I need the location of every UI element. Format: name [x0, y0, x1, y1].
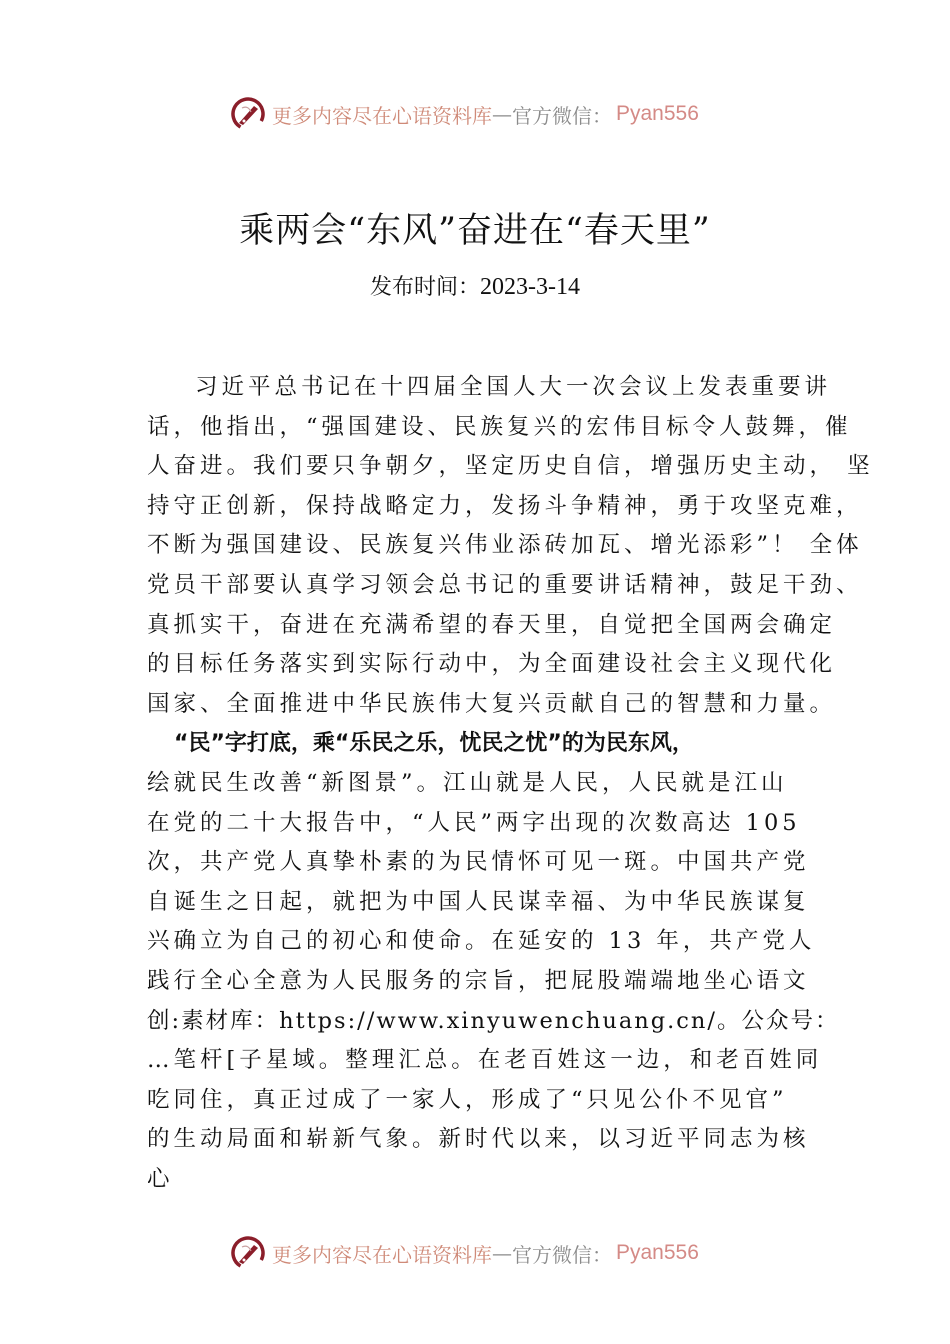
banner-dash: — [492, 102, 512, 126]
footer-watermark-banner [230, 1233, 730, 1273]
wechat-id: Pyan556 [616, 102, 699, 125]
brand-text: 更多内容尽在心语资料库 [272, 1242, 492, 1267]
paragraph-line: 次，共产党人真挚朴素的为民情怀可见一斑。中国共产党 [147, 849, 810, 876]
wechat-id: Pyan556 [616, 1241, 699, 1264]
brand-text: 更多内容尽在心语资料库 [272, 103, 492, 128]
pen-nib-logo-icon [230, 96, 266, 132]
paragraph-line: 兴确立为自己的初心和使命。在延安的 13 年，共产党人 [147, 928, 816, 955]
publish-date-value: 2023-3-14 [480, 274, 580, 300]
paragraph-line: 真抓实干，奋进在充满希望的春天里，自觉把全国两会确定 [147, 611, 837, 638]
banner-dash: — [492, 1241, 512, 1265]
paragraph-line: 绘就民生改善“新图景”。江山就是人民，人民就是江山 [147, 769, 788, 796]
document-title: 乘两会“东风”奋进在“春天里” [239, 211, 711, 251]
paragraph-line: 人奋进。我们要只争朝夕，坚定历史自信，增强历史主动， 坚 [147, 453, 874, 480]
paragraph-line: 不断为强国建设、民族复兴伟业添砖加瓦、增光添彩”！ 全体 [147, 532, 863, 559]
paragraph-line: 践行全心全意为人民服务的宗旨，把屁股端端地坐心语文 [147, 967, 810, 994]
publish-date-label: 发布时间： [370, 275, 481, 300]
paragraph-line: 持守正创新，保持战略定力，发扬斗争精神，勇于攻坚克难， [147, 492, 863, 519]
wechat-label: 官方微信： [512, 1242, 612, 1267]
header-watermark-banner [230, 94, 730, 134]
document-body [147, 368, 874, 1199]
paragraph-line-with-url: 创:素材库：https://www.xinyuwenchuang.cn/。公众号： [147, 1007, 840, 1034]
paragraph-line: 话，他指出，“强国建设、民族复兴的宏伟目标令人鼓舞，催 [147, 413, 852, 440]
publish-date [0, 270, 950, 301]
paragraph-line: 党员干部要认真学习领会总书记的重要讲话精神，鼓足干劲、 [147, 571, 863, 598]
paragraph-line: 自诞生之日起，就把为中国人民谋幸福、为中华民族谋复 [147, 888, 810, 915]
paragraph-line: 的目标任务落实到实际行动中，为全面建设社会主义现代化 [147, 651, 837, 678]
wechat-label: 官方微信： [512, 103, 612, 128]
paragraph-line: 的生动局面和崭新气象。新时代以来，以习近平同志为核 [147, 1126, 810, 1153]
paragraph-line: 国家、全面推进中华民族伟大复兴贡献自己的智慧和力量。 [147, 690, 837, 717]
paragraph-line: 在党的二十大报告中，“人民”两字出现的次数高达 105 [147, 809, 801, 836]
paragraph-line: 吃同住，真正过成了一家人，形成了“只见公仆不见官” [147, 1086, 788, 1113]
paragraph-line: 心 [147, 1165, 174, 1192]
paragraph-line: …笔杆[子星域。整理汇总。在老百姓这一边，和老百姓同 [147, 1047, 823, 1074]
section-heading: “民”字打底，乘“乐民之乐，忧民之忧”的为民东风， [174, 731, 694, 757]
pen-nib-logo-icon [230, 1235, 266, 1271]
paragraph-line: 习近平总书记在十四届全国人大一次会议上发表重要讲 [195, 374, 832, 400]
